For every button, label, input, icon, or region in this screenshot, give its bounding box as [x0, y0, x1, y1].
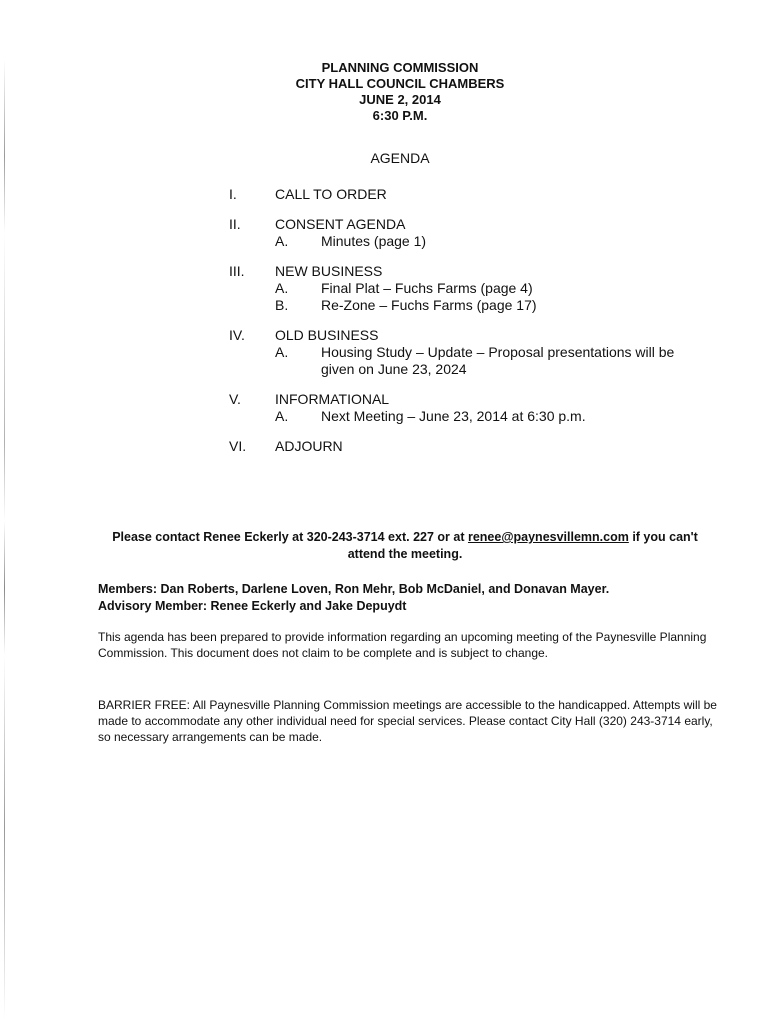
agenda-item — [229, 408, 729, 425]
header-line-1: PLANNING COMMISSION — [321, 60, 479, 75]
agenda-item — [229, 280, 729, 297]
section-number: IV. — [229, 327, 245, 343]
contact-text-before: Please contact Renee Eckerly at 320-243-3714 ext. 227 or at — [112, 530, 468, 544]
section-number: V. — [229, 391, 241, 407]
section-title: CONSENT AGENDA — [275, 216, 406, 232]
item-text: Final Plat – Fuchs Farms (page 4) — [321, 280, 533, 296]
section-title: NEW BUSINESS — [275, 263, 383, 279]
item-letter: A. — [275, 280, 289, 296]
section-title: ADJOURN — [275, 438, 343, 454]
agenda-section-3 — [229, 263, 729, 314]
item-letter: B. — [275, 297, 289, 313]
members-list — [98, 581, 738, 615]
header-line-3: JUNE 2, 2014 — [359, 92, 441, 107]
agenda-section-1 — [229, 186, 729, 203]
header-line-2: CITY HALL COUNCIL CHAMBERS — [295, 76, 505, 91]
agenda-section-2 — [229, 216, 729, 250]
agenda-item — [229, 344, 729, 378]
contact-notice — [95, 529, 715, 563]
agenda-section-5 — [229, 391, 729, 425]
members-line: Members: Dan Roberts, Darlene Loven, Ron Mehr, Bob McDaniel, and Donavan Mayer. — [98, 582, 610, 596]
advisory-members-line: Advisory Member: Renee Eckerly and Jake Depuydt — [98, 599, 407, 613]
agenda-item — [229, 233, 729, 250]
section-title: OLD BUSINESS — [275, 327, 379, 343]
item-letter: A. — [275, 233, 289, 249]
section-number: VI. — [229, 438, 247, 454]
agenda-sections — [229, 186, 729, 468]
header-line-4: 6:30 P.M. — [372, 108, 428, 123]
disclaimer-paragraph: This agenda has been prepared to provide information regarding an upcoming meeting of the Paynesville Planning Commission. This document does not claim to be complete and is subject to change. — [98, 630, 707, 660]
item-text: Re-Zone – Fuchs Farms (page 17) — [321, 297, 537, 313]
agenda-section-6 — [229, 438, 729, 455]
contact-text-after: if you can't attend the meeting. — [347, 530, 698, 561]
agenda-title: AGENDA — [370, 150, 430, 166]
section-title: INFORMATIONAL — [275, 391, 390, 407]
contact-email-link[interactable]: renee@paynesvillemn.com — [467, 530, 629, 544]
section-number: III. — [229, 263, 245, 279]
scan-edge-artifact — [4, 60, 5, 1020]
item-letter: A. — [275, 344, 289, 360]
item-text: Housing Study – Update – Proposal presentations will be given on June 23, 2024 — [321, 344, 675, 377]
agenda-section-4 — [229, 327, 729, 378]
section-title: CALL TO ORDER — [275, 186, 387, 202]
agenda-item — [229, 297, 729, 314]
item-letter: A. — [275, 408, 289, 424]
section-number: II. — [229, 216, 241, 232]
item-text: Next Meeting – June 23, 2014 at 6:30 p.m. — [321, 408, 586, 424]
section-number: I. — [229, 186, 237, 202]
document-header — [0, 60, 770, 124]
barrier-free-paragraph: BARRIER FREE: All Paynesville Planning Commission meetings are accessible to the handicapped. Attempts will be made to accommodate any other individual need for special services. Please contact City Hall (320) 243-3714 early, so necessary arrangements can be made. — [98, 698, 717, 744]
item-text: Minutes (page 1) — [321, 233, 427, 249]
